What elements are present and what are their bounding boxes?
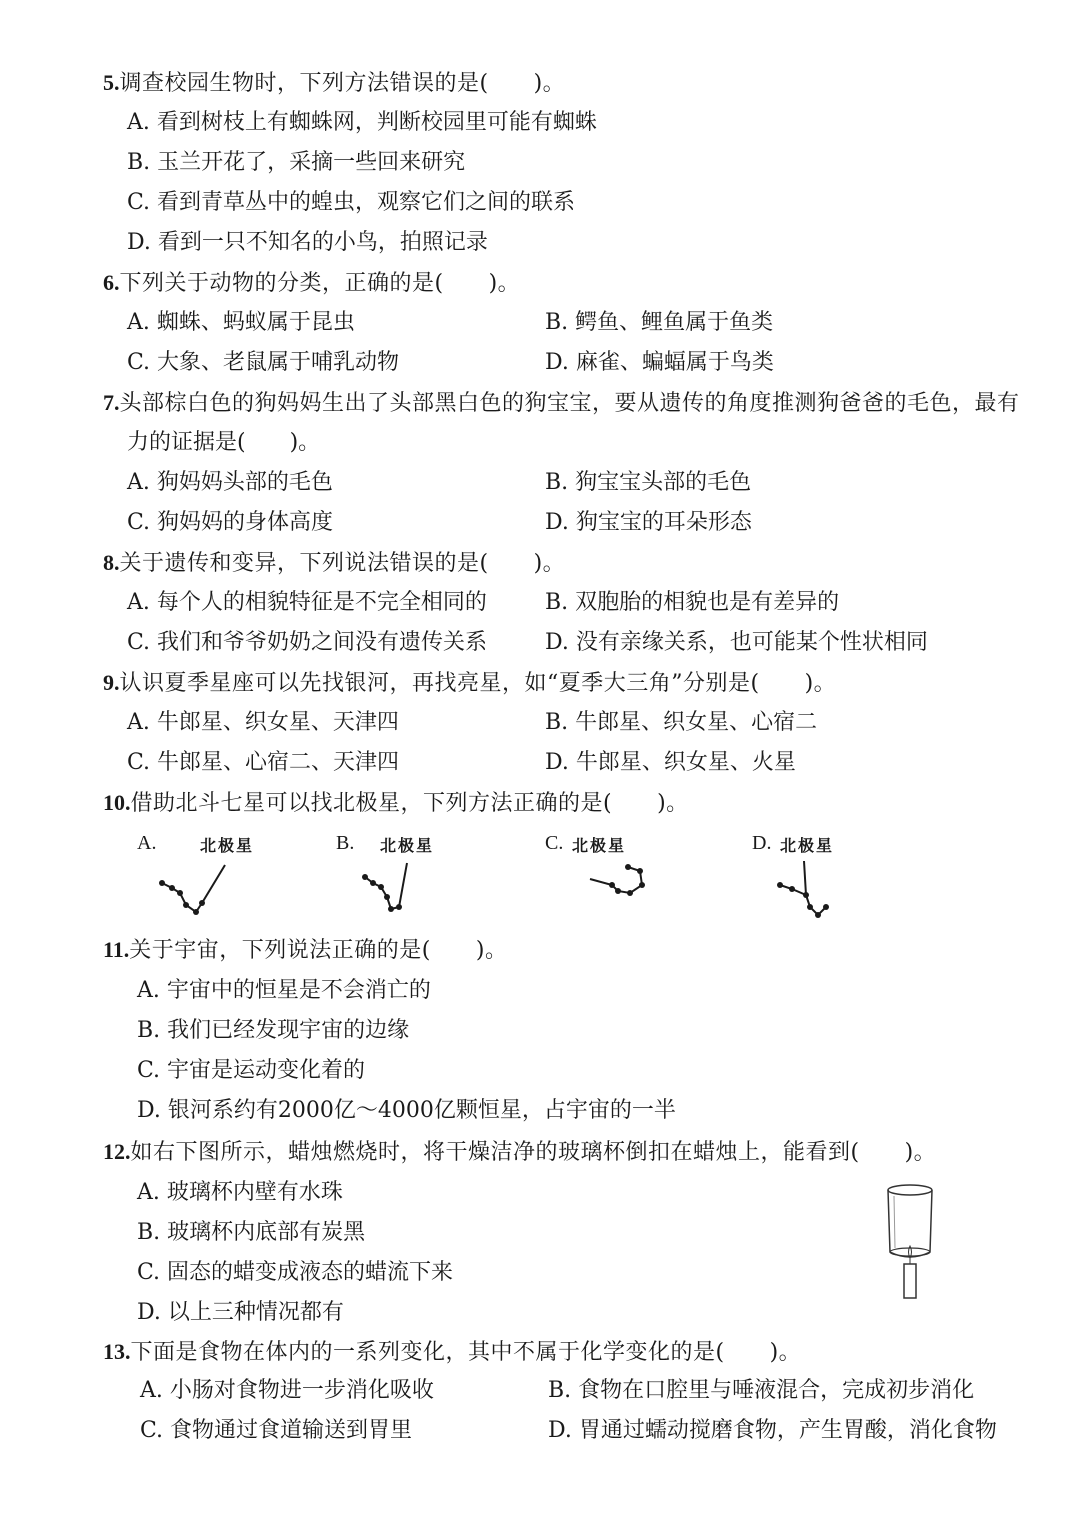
question-7-continued: 力的证据是( )。: [127, 430, 321, 455]
option-5a: A. 看到树枝上有蜘蛛网，判断校园里可能有蜘蛛: [127, 110, 597, 135]
option-11a: A. 宇宙中的恒星是不会消亡的: [137, 978, 431, 1003]
option-7b: B. 狗宝宝头部的毛色: [545, 470, 752, 495]
question-7: [103, 388, 1020, 419]
option-5c: C. 看到青草丛中的蝗虫，观察它们之间的联系: [127, 190, 576, 215]
option-9c: C. 牛郎星、心宿二、天津四: [127, 750, 400, 775]
option-6c: C. 大象、老鼠属于哺乳动物: [127, 350, 400, 375]
figure-a-big-dipper: [150, 855, 240, 925]
option-5d: D. 看到一只不知名的小鸟，拍照记录: [127, 230, 488, 255]
question-11: [103, 935, 507, 966]
question-text: 如右下图所示，蜡烛燃烧时，将干燥洁净的玻璃杯倒扣在蜡烛上，能看到( )。: [130, 1140, 937, 1165]
question-text: 下列关于动物的分类，正确的是( )。: [119, 271, 521, 296]
question-number: 7.: [103, 390, 120, 415]
question-number: 10.: [103, 790, 131, 815]
option-12a: A. 玻璃杯内壁有水珠: [137, 1180, 343, 1205]
option-5b: B. 玉兰开花了，采摘一些回来研究: [127, 150, 466, 175]
option-8c: C. 我们和爷爷奶奶之间没有遗传关系: [127, 630, 488, 655]
figure-b-polaris-label: 北极星: [380, 836, 435, 855]
question-6: [103, 268, 520, 299]
option-7c: C. 狗妈妈的身体高度: [127, 510, 334, 535]
option-9d: D. 牛郎星、织女星、火星: [545, 750, 796, 775]
option-12b: B. 玻璃杯内底部有炭黑: [137, 1220, 366, 1245]
figure-d-label: D.: [752, 832, 772, 854]
question-5: [103, 68, 565, 99]
question-text: 调查校园生物时，下列方法错误的是( )。: [119, 71, 566, 96]
option-9b: B. 牛郎星、织女星、心宿二: [545, 710, 818, 735]
option-6a: A. 蜘蛛、蚂蚁属于昆虫: [127, 310, 355, 335]
figure-b-big-dipper: [355, 855, 425, 925]
figure-d-polaris-label: 北极星: [780, 836, 835, 855]
option-8b: B. 双胞胎的相貌也是有差异的: [545, 590, 840, 615]
option-12d: D. 以上三种情况都有: [137, 1300, 344, 1325]
option-11c: C. 宇宙是运动变化着的: [137, 1058, 366, 1083]
figure-a-label: A.: [137, 832, 157, 854]
option-12c: C. 固态的蜡变成液态的蜡流下来: [137, 1260, 454, 1285]
question-text: 关于宇宙，下列说法正确的是( )。: [129, 938, 508, 963]
question-8: [103, 548, 565, 579]
option-6b: B. 鳄鱼、鲤鱼属于鱼类: [545, 310, 774, 335]
question-text: 头部棕白色的狗妈妈生出了头部黑白色的狗宝宝，要从遗传的角度推测狗爸爸的毛色，最有: [119, 391, 1020, 416]
option-13a: A. 小肠对食物进一步消化吸收: [140, 1378, 434, 1403]
figure-c-label: C.: [545, 832, 564, 854]
question-number: 11.: [103, 937, 130, 962]
question-text: 认识夏季星座可以先找银河，再找亮星，如“夏季大三角”分别是( )。: [119, 671, 837, 696]
figure-c-big-dipper: [580, 855, 660, 905]
candle-glass-icon: [880, 1182, 940, 1300]
option-7a: A. 狗妈妈头部的毛色: [127, 470, 333, 495]
option-13c: C. 食物通过食道输送到胃里: [140, 1418, 413, 1443]
question-text: 借助北斗七星可以找北极星，下列方法正确的是( )。: [130, 791, 689, 816]
question-number: 5.: [103, 70, 120, 95]
figure-a-polaris-label: 北极星: [200, 836, 255, 855]
question-number: 9.: [103, 670, 120, 695]
option-11b: B. 我们已经发现宇宙的边缘: [137, 1018, 410, 1043]
figure-d-big-dipper: [770, 855, 840, 925]
question-text: 关于遗传和变异，下列说法错误的是( )。: [119, 551, 566, 576]
question-number: 12.: [103, 1139, 131, 1164]
option-6d: D. 麻雀、蝙蝠属于鸟类: [545, 350, 774, 375]
option-11d: D. 银河系约有2000亿～4000亿颗恒星，占宇宙的一半: [137, 1098, 676, 1123]
question-text: 下面是食物在体内的一系列变化，其中不属于化学变化的是( )。: [130, 1340, 802, 1365]
question-number: 13.: [103, 1339, 131, 1364]
option-7d: D. 狗宝宝的耳朵形态: [545, 510, 752, 535]
question-13: [103, 1337, 801, 1368]
option-9a: A. 牛郎星、织女星、天津四: [127, 710, 399, 735]
question-12: [103, 1137, 936, 1168]
question-number: 8.: [103, 550, 120, 575]
figure-b-label: B.: [336, 832, 355, 854]
option-13b: B. 食物在口腔里与唾液混合，完成初步消化: [548, 1378, 975, 1403]
option-8d: D. 没有亲缘关系，也可能某个性状相同: [545, 630, 928, 655]
question-9: [103, 668, 836, 699]
option-13d: D. 胃通过蠕动搅磨食物，产生胃酸，消化食物: [548, 1418, 997, 1443]
question-number: 6.: [103, 270, 120, 295]
figure-c-polaris-label: 北极星: [572, 836, 627, 855]
option-8a: A. 每个人的相貌特征是不完全相同的: [127, 590, 487, 615]
question-10: [103, 788, 689, 819]
